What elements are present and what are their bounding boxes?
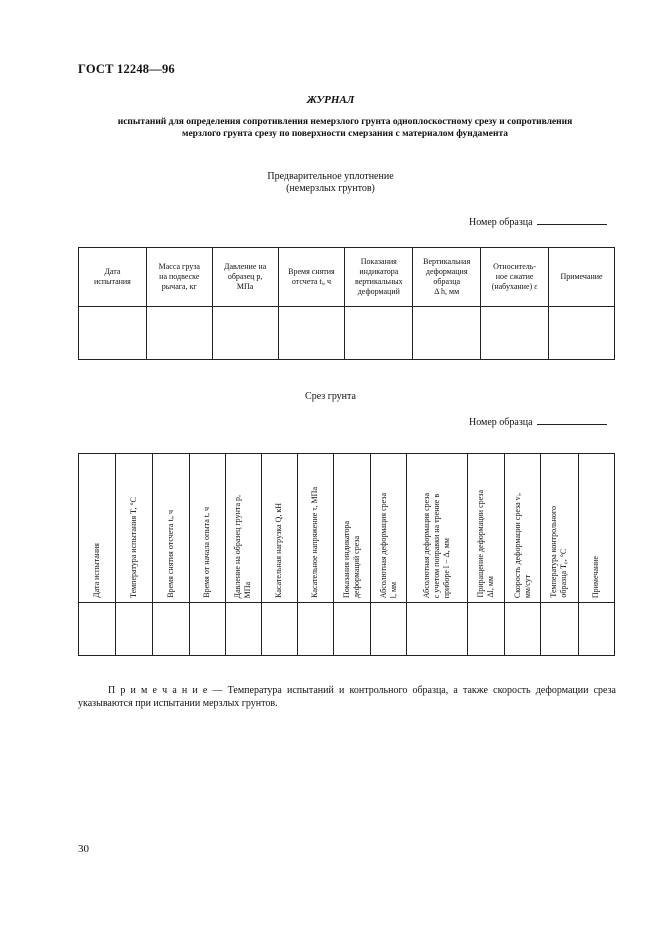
table2-header-text: Примечание (591, 555, 601, 598)
journal-subtitle (80, 116, 610, 140)
table1-header-cell: Масса груза на подвеске рычага, кг (146, 248, 212, 307)
table2-header-cell (79, 454, 116, 603)
section2-sample-number (469, 415, 607, 428)
table2-header-cell (505, 454, 541, 603)
table2-empty-row (79, 603, 615, 656)
table2-blank-cell[interactable] (407, 603, 468, 656)
section1-sample-label: Номер образца (469, 217, 533, 228)
section2-title: Срез грунта (305, 391, 356, 402)
page-number: 30 (78, 843, 89, 855)
section1-sample-number (469, 215, 607, 228)
table2-blank-cell[interactable] (152, 603, 189, 656)
section1-title (0, 171, 661, 195)
table2-blank-cell[interactable] (261, 603, 297, 656)
table1-header-row (79, 248, 615, 307)
table2-header-cell (578, 454, 614, 603)
subtitle-line-1: испытаний для определения сопротивления немерзлого грунта одноплоскостному срезу и сопротивления (117, 117, 573, 127)
table2-blank-cell[interactable] (115, 603, 152, 656)
table1-header-cell: Давление на образец p, МПа (212, 248, 278, 307)
table2-header-text: Касательное напряжение τ, МПа (310, 487, 320, 598)
table2-header-cell (541, 454, 579, 603)
table2-header-cell (115, 454, 152, 603)
table2-header-cell (371, 454, 407, 603)
table2-header-cell (152, 454, 189, 603)
table2-blank-cell[interactable] (468, 603, 505, 656)
table2-blank-cell[interactable] (578, 603, 614, 656)
table2-header-text: Время снятия отсчета tᵢ, ч (165, 510, 175, 598)
table2-header-cell (189, 454, 225, 603)
soil-shear-table (78, 453, 615, 656)
table2-blank-cell[interactable] (371, 603, 407, 656)
table2-blank-cell[interactable] (334, 603, 371, 656)
table1-header-cell: Дата испытания (79, 248, 147, 307)
table1-header-cell: Примечание (549, 248, 615, 307)
document-code: ГОСТ 12248—96 (78, 62, 175, 76)
table1-blank-cell[interactable] (278, 307, 345, 360)
table2-header-cell (468, 454, 505, 603)
table2-blank-cell[interactable] (225, 603, 261, 656)
table1-blank-cell[interactable] (79, 307, 147, 360)
table2-header-text: Температура испытания T, °С (128, 496, 138, 598)
table2-header-text: Показания индикатора деформаций среза (342, 520, 362, 598)
section1-title-line-2: (немерзлых грунтов) (286, 183, 375, 194)
table1-blank-cell[interactable] (212, 307, 278, 360)
table2-header-text: Касательная нагрузка Q, кН (274, 503, 284, 598)
table1-header-cell: Время снятия отсчета tᵢ, ч (278, 248, 345, 307)
table2-header-text: Давление на образец грунта p, МПа (233, 494, 253, 598)
table2-header-text: Абсолютная деформация среза с учетом поправки на трение в приборе l − Δ, мм (422, 492, 452, 598)
section2-sample-label: Номер образца (469, 417, 533, 428)
table2-blank-cell[interactable] (189, 603, 225, 656)
table1-header-cell: Вертикальная деформация образца Δ h, мм (413, 248, 481, 307)
table1-blank-cell[interactable] (146, 307, 212, 360)
table2-header-text: Температура контрольного образца T₀, °С (549, 506, 569, 598)
subtitle-line-2: мерзлого грунта срезу по поверхности смерзания с материалом фундамента (181, 129, 509, 139)
table2-blank-cell[interactable] (541, 603, 579, 656)
sample-number-blank (537, 215, 607, 225)
table2-header-text: Абсолютная деформация среза l, мм (378, 492, 398, 598)
table1-blank-cell[interactable] (345, 307, 413, 360)
table1-blank-cell[interactable] (413, 307, 481, 360)
table2-header-cell (334, 454, 371, 603)
table1-blank-cell[interactable] (481, 307, 549, 360)
table2-blank-cell[interactable] (79, 603, 116, 656)
sample-number-blank (537, 415, 607, 425)
table2-header-cell (225, 454, 261, 603)
table1-empty-row (79, 307, 615, 360)
table2-header-text: Дата испытания (91, 543, 101, 598)
table1-header-cell: Показания индикатора вертикальных деформаций (345, 248, 413, 307)
preliminary-compaction-table (78, 247, 615, 360)
table2-header-cell (407, 454, 468, 603)
table2-header-row (79, 454, 615, 603)
table2-header-text: Время от начала опыта t, ч (202, 507, 212, 598)
table2-header-cell (261, 454, 297, 603)
table1-blank-cell[interactable] (549, 307, 615, 360)
journal-title: ЖУРНАЛ (306, 94, 355, 106)
table2-header-cell (297, 454, 334, 603)
table2-blank-cell[interactable] (505, 603, 541, 656)
section1-title-line-1: Предварительное уплотнение (267, 171, 394, 182)
table2-header-text: Скорость деформации среза vᵢ, мм/сут (512, 492, 532, 598)
note-paragraph: П р и м е ч а н и е — Температура испытаний и контрольного образца, а также скорость деформации среза указываются при испытании мерзлых грунтов. (78, 685, 616, 709)
table2-blank-cell[interactable] (297, 603, 334, 656)
table2-header-text: Приращение деформации среза Δl, мм (476, 490, 496, 598)
table1-header-cell: Относитель- ное сжатие (набухание) ε (481, 248, 549, 307)
